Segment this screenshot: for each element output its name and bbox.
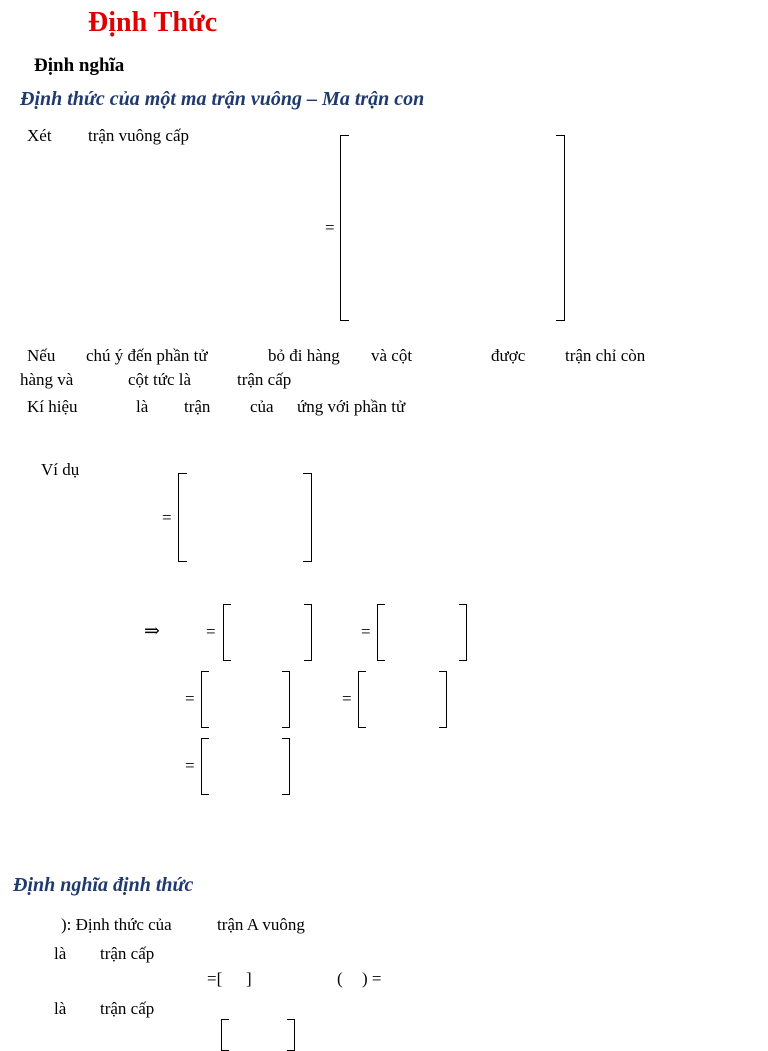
text-fragment: ): Định thức của — [61, 915, 172, 934]
text-fragment: trận A vuông — [217, 915, 305, 934]
left-bracket — [223, 604, 231, 661]
text-fragment: hàng và — [20, 370, 74, 389]
left-bracket — [201, 671, 209, 728]
text-fragment: trận cấp — [100, 944, 155, 963]
text-fragment: trận cấp — [237, 370, 292, 389]
text-fragment: chú ý đến phần tử — [86, 346, 208, 365]
text-fragment: được — [491, 346, 526, 365]
text-fragment: ứng với phần tử — [297, 397, 406, 416]
text-fragment: là — [54, 999, 67, 1018]
text-fragment: trận chỉ còn — [565, 346, 646, 365]
equals-sign: = — [185, 756, 195, 775]
left-bracket — [377, 604, 385, 661]
definition-heading: Định nghĩa — [34, 55, 125, 76]
text-fragment: trận vuông cấp — [88, 126, 190, 145]
right-bracket — [556, 135, 565, 321]
right-bracket — [282, 738, 290, 795]
left-bracket — [340, 135, 349, 321]
left-bracket — [201, 738, 209, 795]
right-bracket — [282, 671, 290, 728]
right-bracket — [459, 604, 467, 661]
page-title: Định Thức — [88, 7, 218, 38]
example-label: Ví dụ — [41, 460, 80, 479]
text-fragment: Kí hiệu — [27, 397, 78, 416]
text-fragment: là — [54, 944, 67, 963]
text-fragment: trận cấp — [100, 999, 155, 1018]
section-heading-submatrix: Định thức của một ma trận vuông – Ma trận con — [20, 88, 425, 110]
equals-sign: = — [185, 689, 195, 708]
equals-sign: = — [342, 689, 352, 708]
right-bracket — [439, 671, 447, 728]
text-fragment: Xét — [27, 126, 52, 145]
text-fragment: bỏ đi hàng — [268, 346, 340, 365]
right-bracket — [303, 473, 312, 562]
text-fragment: cột tức là — [128, 370, 192, 389]
section-heading-determinant: Định nghĩa định thức — [13, 874, 194, 896]
formula-fragment: =[ — [207, 969, 223, 988]
equals-sign: = — [206, 622, 216, 641]
right-bracket — [304, 604, 312, 661]
text-fragment: trận — [184, 397, 211, 416]
formula-fragment: ) = — [362, 969, 382, 988]
left-bracket — [358, 671, 366, 728]
implies-arrow: ⇒ — [144, 621, 160, 642]
text-fragment: và cột — [371, 346, 413, 365]
formula-fragment: ( — [337, 969, 343, 988]
text-fragment: là — [136, 397, 149, 416]
equals-sign: = — [162, 508, 172, 527]
text-fragment: Nếu — [27, 346, 56, 365]
text-fragment: của — [250, 397, 274, 416]
left-bracket — [178, 473, 187, 562]
formula-fragment: ] — [246, 969, 252, 988]
equals-sign: = — [361, 622, 371, 641]
equals-sign: = — [325, 218, 335, 237]
